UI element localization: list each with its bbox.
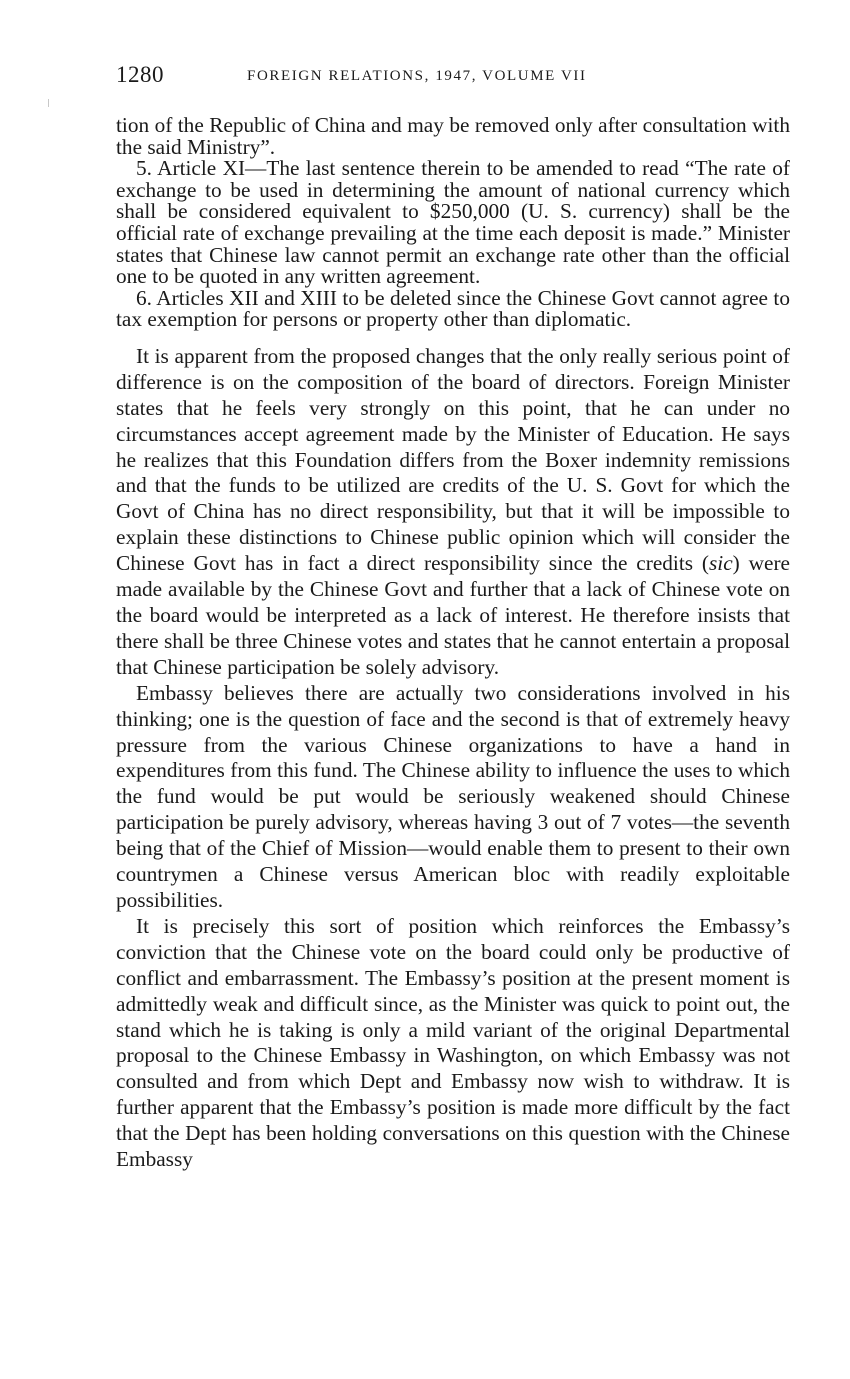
paragraph-1 [116, 344, 790, 681]
continuation-text: tion of the Republic of China and may be removed only after consultation with the said Ministry”. [116, 113, 790, 159]
list-item-5: 5. Article XI—The last sentence therein to be amended to read “The rate of exchange to be used in determining the amount of national currency which shall be considered equivalent to $250,000 (U. S. currency) shall be the official rate of exchange prevailing at the time each deposit is made.” Minister states that Chinese law cannot permit an exchange rate other than the official one to be quoted in any written agreement. [116, 156, 790, 289]
sic-annotation: sic [709, 551, 733, 576]
main-body [116, 344, 790, 1173]
list-item-6: 6. Articles XII and XIII to be deleted since the Chinese Govt cannot agree to tax exemption for persons or property other than diplomatic. [116, 285, 790, 332]
running-head [116, 62, 790, 94]
running-title: FOREIGN RELATIONS, 1947, VOLUME VII [247, 68, 587, 84]
telegram-excerpt [116, 115, 790, 331]
page-number: 1280 [116, 62, 164, 87]
paragraph-1-part-b: ) were made available by the Chinese Govt and further that a lack of Chinese vote on the board would be interpreted as a lack of interest. He therefore insists that there shall be three Chinese votes and states that he cannot entertain a proposal that Chinese participation be solely advisory. [116, 551, 790, 679]
paragraph-2: Embassy believes there are actually two considerations involved in his thinking; one is the question of face and the second is that of extremely heavy pressure from the various Chinese organizations to have a hand in expenditures from this fund. The Chinese ability to influence the uses to which the fund would be put would be seriously weakened should Chinese participation be purely advisory, whereas having 3 out of 7 votes—the seventh being that of the Chief of Mission—would enable them to present to their own countrymen a Chinese versus American bloc with readily exploitable possibilities. [116, 680, 790, 912]
document-page [116, 62, 790, 1173]
margin-mark [48, 99, 49, 107]
paragraph-1-part-a: It is apparent from the proposed changes that the only really serious point of difference is on the composition of the board of directors. Foreign Minister states that he feels very strongly on this point, that he can under no circumstances accept agreement made by the Minister of Education. He says he realizes that this Foundation differs from the Boxer indemnity remissions and that the funds to be utilized are credits of the U. S. Govt for which the Govt of China has no direct responsibility, but that it will be impossible to explain these distinctions to Chinese public opinion which will consider the Chinese Govt has in fact a direct responsibility since the credits ( [116, 343, 790, 576]
paragraph-3: It is precisely this sort of position which reinforces the Embassy’s conviction that the Chinese vote on the board could only be productive of conflict and embarrassment. The Embassy’s position at the present moment is admittedly weak and difficult since, as the Minister was quick to point out, the stand which he is taking is only a mild variant of the original Departmental proposal to the Chinese Embassy in Washington, on which Embassy was not consulted and from which Dept and Embassy now wish to withdraw. It is further apparent that the Embassy’s position is made more difficult by the fact that the Dept has been holding conversations on this question with the Chinese Embassy [116, 913, 790, 1172]
